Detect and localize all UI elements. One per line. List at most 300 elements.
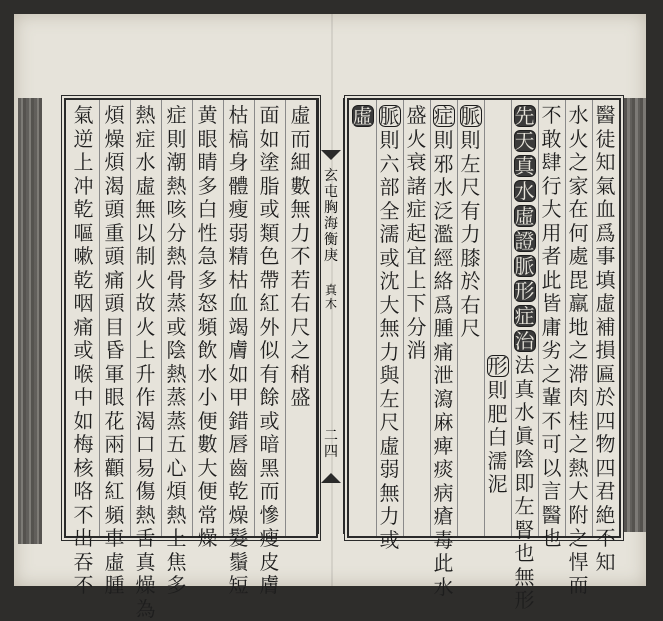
glyph: 右	[459, 294, 483, 318]
glyph: 腫	[103, 574, 127, 598]
glyph: 出	[72, 527, 96, 551]
glyph: 桂	[567, 410, 591, 434]
text-column	[227, 104, 251, 598]
glyph: 升	[134, 363, 158, 387]
glyph: 精	[227, 245, 251, 269]
text-column	[432, 104, 456, 599]
glyph: 上	[72, 151, 96, 175]
glyph: 事	[594, 245, 618, 269]
glyph: 渴	[134, 410, 158, 434]
glyph: 骨	[165, 269, 189, 293]
glyph: 或	[258, 198, 282, 222]
glyph: 不	[594, 527, 618, 551]
glyph: 也	[540, 527, 564, 551]
glyph: 六	[378, 153, 402, 177]
page-edge-left	[18, 98, 42, 544]
glyph: 此	[432, 552, 456, 576]
glyph: 脂	[258, 175, 282, 199]
glyph: 或	[72, 339, 96, 363]
glyph: 有	[459, 200, 483, 224]
glyph: 絡	[432, 270, 456, 294]
glyph: 症	[134, 128, 158, 152]
glyph: 無	[289, 198, 313, 222]
glyph: 滞	[567, 363, 591, 387]
glyph: 眼	[196, 128, 220, 152]
right-page-frame	[347, 98, 621, 538]
glyph: 火	[134, 316, 158, 340]
glyph: 多	[165, 574, 189, 598]
glyph: 燥	[134, 574, 158, 598]
glyph: 顴	[103, 457, 127, 481]
glyph: 何	[567, 222, 591, 246]
title-char: 海	[324, 216, 338, 232]
glyph: 家	[567, 175, 591, 199]
glyph: 之	[540, 363, 564, 387]
glyph: 膚	[227, 339, 251, 363]
glyph: 者	[540, 245, 564, 269]
glyph: 力	[459, 223, 483, 247]
glyph: 火	[134, 269, 158, 293]
glyph: 法	[513, 354, 537, 378]
glyph: 熱	[567, 457, 591, 481]
glyph: 燥	[227, 504, 251, 528]
glyph: 地	[567, 316, 591, 340]
glyph: 白	[486, 426, 510, 450]
glyph: 上	[405, 269, 429, 293]
column-rule	[99, 100, 100, 536]
center-strip-border	[318, 98, 344, 534]
glyph: 舌	[134, 527, 158, 551]
glyph: 毘	[567, 269, 591, 293]
glyph: 肆	[540, 151, 564, 175]
glyph: 面	[258, 104, 282, 128]
glyph: 如	[227, 363, 251, 387]
glyph: 唇	[227, 433, 251, 457]
glyph: 以	[134, 222, 158, 246]
glyph: 於	[459, 270, 483, 294]
glyph: 虛	[514, 205, 536, 227]
glyph: 則	[432, 129, 456, 153]
glyph: 咯	[72, 480, 96, 504]
glyph: 細	[289, 151, 313, 175]
text-column	[378, 104, 402, 552]
glyph: 氣	[594, 175, 618, 199]
glyph: 火	[567, 128, 591, 152]
glyph: 證	[514, 230, 536, 252]
glyph: 五	[165, 433, 189, 457]
column-rule	[565, 100, 566, 536]
glyph: 易	[134, 457, 158, 481]
glyph: 短	[227, 574, 251, 598]
glyph: 煩	[103, 104, 127, 128]
column-rule	[592, 100, 593, 536]
glyph: 虛	[289, 104, 313, 128]
text-column	[103, 104, 127, 598]
glyph: 痛	[72, 316, 96, 340]
glyph: 頻	[196, 316, 220, 340]
glyph: 物	[594, 433, 618, 457]
glyph: 真	[514, 155, 536, 177]
glyph: 熱	[165, 504, 189, 528]
glyph: 熱	[165, 175, 189, 199]
glyph: 水	[432, 576, 456, 600]
glyph: 諸	[405, 175, 429, 199]
glyph: 頭	[103, 245, 127, 269]
glyph: 經	[432, 247, 456, 271]
glyph: 力	[378, 505, 402, 529]
glyph: 乾	[227, 480, 251, 504]
glyph: 損	[594, 339, 618, 363]
glyph: 陰	[165, 339, 189, 363]
glyph: 帶	[258, 269, 282, 293]
section-label	[320, 283, 342, 311]
glyph: 黄	[196, 104, 220, 128]
glyph: 言	[540, 480, 564, 504]
fishtail-bottom	[321, 473, 341, 483]
glyph: 麻	[432, 411, 456, 435]
glyph: 敢	[540, 128, 564, 152]
text-column	[289, 104, 313, 410]
glyph: 潮	[165, 151, 189, 175]
glyph: 或	[378, 247, 402, 271]
glyph: 熱	[134, 104, 158, 128]
glyph: 大	[540, 198, 564, 222]
glyph: 瘡	[432, 505, 456, 529]
glyph: 似	[258, 339, 282, 363]
glyph: 左	[459, 153, 483, 177]
glyph: 力	[378, 341, 402, 365]
glyph: 核	[72, 457, 96, 481]
glyph: 為	[134, 598, 158, 621]
glyph: 大	[196, 457, 220, 481]
title-char: 胸	[324, 200, 338, 216]
glyph: 左	[513, 495, 537, 519]
glyph: 皮	[258, 551, 282, 575]
glyph: 瀉	[432, 388, 456, 412]
glyph: 腫	[432, 317, 456, 341]
glyph: 齒	[227, 457, 251, 481]
glyph: 真	[134, 551, 158, 575]
glyph: 瘦	[258, 527, 282, 551]
glyph: 錯	[227, 410, 251, 434]
glyph: 制	[134, 245, 158, 269]
glyph: 梅	[72, 433, 96, 457]
left-page-frame	[64, 98, 318, 538]
glyph: 盛	[405, 104, 429, 128]
title-char: 屯	[324, 184, 338, 200]
glyph: 眼	[103, 386, 127, 410]
section-char: 真	[325, 283, 337, 297]
text-column	[459, 104, 483, 341]
glyph: 醫	[540, 504, 564, 528]
glyph: 則	[486, 379, 510, 403]
glyph: 痛	[103, 269, 127, 293]
glyph: 枯	[227, 269, 251, 293]
glyph: 附	[567, 504, 591, 528]
glyph: 行	[540, 175, 564, 199]
glyph: 肉	[567, 386, 591, 410]
column-rule	[430, 100, 431, 536]
glyph: 尺	[289, 316, 313, 340]
text-column	[594, 104, 618, 574]
glyph: 軍	[103, 363, 127, 387]
glyph: 之	[567, 433, 591, 457]
column-rule	[254, 100, 255, 536]
glyph: 力	[289, 222, 313, 246]
glyph: 咽	[72, 292, 96, 316]
glyph: 脈	[514, 255, 536, 277]
glyph: 性	[196, 222, 220, 246]
glyph: 天	[514, 130, 536, 152]
glyph: 尺	[378, 411, 402, 435]
glyph: 瘦	[227, 198, 251, 222]
glyph: 輩	[540, 386, 564, 410]
glyph: 體	[227, 175, 251, 199]
glyph: 水	[196, 363, 220, 387]
glyph: 便	[196, 480, 220, 504]
glyph: 昏	[103, 339, 127, 363]
text-column	[567, 104, 591, 598]
glyph: 喉	[72, 363, 96, 387]
glyph: 兩	[103, 433, 127, 457]
glyph: 煩	[165, 480, 189, 504]
glyph: 或	[258, 410, 282, 434]
glyph: 無	[134, 198, 158, 222]
text-column	[486, 354, 510, 497]
glyph: 數	[289, 175, 313, 199]
glyph: 爲	[594, 222, 618, 246]
glyph: 劣	[540, 339, 564, 363]
glyph: 虛	[103, 551, 127, 575]
glyph: 膝	[459, 247, 483, 271]
glyph: 脈	[460, 105, 482, 127]
glyph: 症	[514, 305, 536, 327]
glyph: 甲	[227, 386, 251, 410]
glyph: 有	[258, 363, 282, 387]
glyph: 處	[567, 245, 591, 269]
glyph: 也	[513, 542, 537, 566]
glyph: 則	[165, 128, 189, 152]
column-rule	[285, 100, 286, 536]
glyph: 水	[134, 151, 158, 175]
glyph: 不	[540, 410, 564, 434]
column-rule	[457, 100, 458, 536]
glyph: 暗	[258, 433, 282, 457]
page-number	[320, 428, 342, 460]
glyph: 之	[567, 339, 591, 363]
glyph: 身	[227, 151, 251, 175]
glyph: 虛	[594, 292, 618, 316]
glyph: 分	[165, 222, 189, 246]
glyph: 知	[594, 151, 618, 175]
glyph: 濡	[486, 450, 510, 474]
text-column	[351, 104, 375, 129]
glyph: 皆	[540, 292, 564, 316]
column-rule	[403, 100, 404, 536]
glyph: 紅	[258, 292, 282, 316]
fishtail-top	[321, 150, 341, 160]
glyph: 冲	[72, 175, 96, 199]
glyph: 火	[405, 128, 429, 152]
glyph: 口	[134, 433, 158, 457]
glyph: 大	[378, 294, 402, 318]
glyph: 燥	[103, 128, 127, 152]
glyph: 悍	[567, 551, 591, 575]
column-rule	[161, 100, 162, 536]
glyph: 弱	[378, 458, 402, 482]
glyph: 紅	[103, 480, 127, 504]
glyph: 便	[196, 410, 220, 434]
glyph: 全	[378, 200, 402, 224]
glyph: 庸	[540, 316, 564, 340]
glyph: 形	[487, 355, 509, 377]
glyph: 無	[378, 482, 402, 506]
title-char: 玄	[324, 168, 338, 184]
glyph: 沈	[378, 270, 402, 294]
glyph: 右	[289, 292, 313, 316]
glyph: 傷	[134, 480, 158, 504]
glyph: 乾	[72, 269, 96, 293]
glyph: 以	[540, 457, 564, 481]
glyph: 可	[540, 433, 564, 457]
glyph: 分	[405, 316, 429, 340]
glyph: 外	[258, 316, 282, 340]
text-column	[165, 104, 189, 598]
glyph: 症	[405, 198, 429, 222]
glyph: 燥	[196, 527, 220, 551]
glyph: 絶	[594, 504, 618, 528]
glyph: 起	[405, 222, 429, 246]
glyph: 症	[165, 104, 189, 128]
text-column	[72, 104, 96, 598]
glyph: 目	[103, 316, 127, 340]
glyph: 痺	[432, 435, 456, 459]
glyph: 慘	[258, 504, 282, 528]
glyph: 頻	[103, 504, 127, 528]
glyph: 在	[567, 198, 591, 222]
glyph: 白	[196, 198, 220, 222]
column-rule	[538, 100, 539, 536]
glyph: 如	[258, 128, 282, 152]
glyph: 則	[378, 129, 402, 153]
glyph: 煩	[103, 151, 127, 175]
glyph: 逆	[72, 128, 96, 152]
glyph: 虛	[352, 105, 374, 127]
glyph: 肥	[486, 403, 510, 427]
glyph: 水	[567, 104, 591, 128]
glyph: 水	[513, 401, 537, 425]
glyph: 虛	[378, 435, 402, 459]
column-rule	[484, 100, 485, 536]
text-column	[540, 104, 564, 551]
glyph: 睛	[196, 151, 220, 175]
glyph: 痰	[432, 458, 456, 482]
glyph: 蒸	[165, 386, 189, 410]
glyph: 頭	[103, 198, 127, 222]
glyph: 咳	[165, 198, 189, 222]
glyph: 部	[378, 176, 402, 200]
glyph: 邪	[432, 153, 456, 177]
glyph: 之	[567, 527, 591, 551]
glyph: 用	[540, 222, 564, 246]
glyph: 君	[594, 480, 618, 504]
glyph: 嘔	[72, 222, 96, 246]
glyph: 泄	[432, 364, 456, 388]
column-rule	[130, 100, 131, 536]
glyph: 下	[405, 292, 429, 316]
center-strip	[318, 98, 344, 534]
glyph: 不	[540, 104, 564, 128]
page-number-char: 四	[324, 444, 338, 460]
glyph: 尺	[459, 176, 483, 200]
glyph: 虛	[134, 175, 158, 199]
book-title	[320, 168, 342, 264]
glyph: 上	[134, 339, 158, 363]
glyph: 蒸	[165, 292, 189, 316]
column-rule	[376, 100, 377, 536]
glyph: 四	[594, 410, 618, 434]
glyph: 熱	[165, 363, 189, 387]
glyph: 腎	[513, 519, 537, 543]
glyph: 頭	[103, 292, 127, 316]
page-number-char: 二	[324, 428, 338, 444]
glyph: 車	[103, 527, 127, 551]
glyph: 乾	[72, 198, 96, 222]
glyph: 膚	[258, 574, 282, 598]
column-rule	[223, 100, 224, 536]
glyph: 塗	[258, 151, 282, 175]
glyph: 醫	[594, 104, 618, 128]
glyph: 怒	[196, 292, 220, 316]
glyph: 竭	[227, 316, 251, 340]
text-column	[134, 104, 158, 621]
glyph: 小	[196, 386, 220, 410]
glyph: 作	[134, 386, 158, 410]
title-char: 庚	[324, 248, 338, 264]
glyph: 槁	[227, 128, 251, 152]
glyph: 治	[514, 330, 536, 352]
glyph: 宜	[405, 245, 429, 269]
glyph: 則	[459, 129, 483, 153]
glyph: 泛	[432, 200, 456, 224]
glyph: 衰	[405, 151, 429, 175]
glyph: 色	[258, 245, 282, 269]
glyph: 左	[378, 388, 402, 412]
glyph: 水	[432, 176, 456, 200]
glyph: 之	[567, 151, 591, 175]
glyph: 不	[289, 245, 313, 269]
glyph: 上	[165, 527, 189, 551]
glyph: 毒	[432, 529, 456, 553]
text-column	[258, 104, 282, 598]
glyph: 此	[540, 269, 564, 293]
glyph: 而	[258, 480, 282, 504]
glyph: 而	[289, 128, 313, 152]
glyph: 與	[378, 364, 402, 388]
glyph: 之	[289, 339, 313, 363]
glyph: 徒	[594, 128, 618, 152]
glyph: 羸	[567, 292, 591, 316]
page-edge-right	[624, 98, 646, 532]
glyph: 濫	[432, 223, 456, 247]
glyph: 多	[196, 269, 220, 293]
glyph: 眞	[513, 425, 537, 449]
glyph: 無	[378, 317, 402, 341]
glyph: 如	[72, 410, 96, 434]
glyph: 熱	[134, 504, 158, 528]
glyph: 泥	[486, 473, 510, 497]
glyph: 四	[594, 457, 618, 481]
